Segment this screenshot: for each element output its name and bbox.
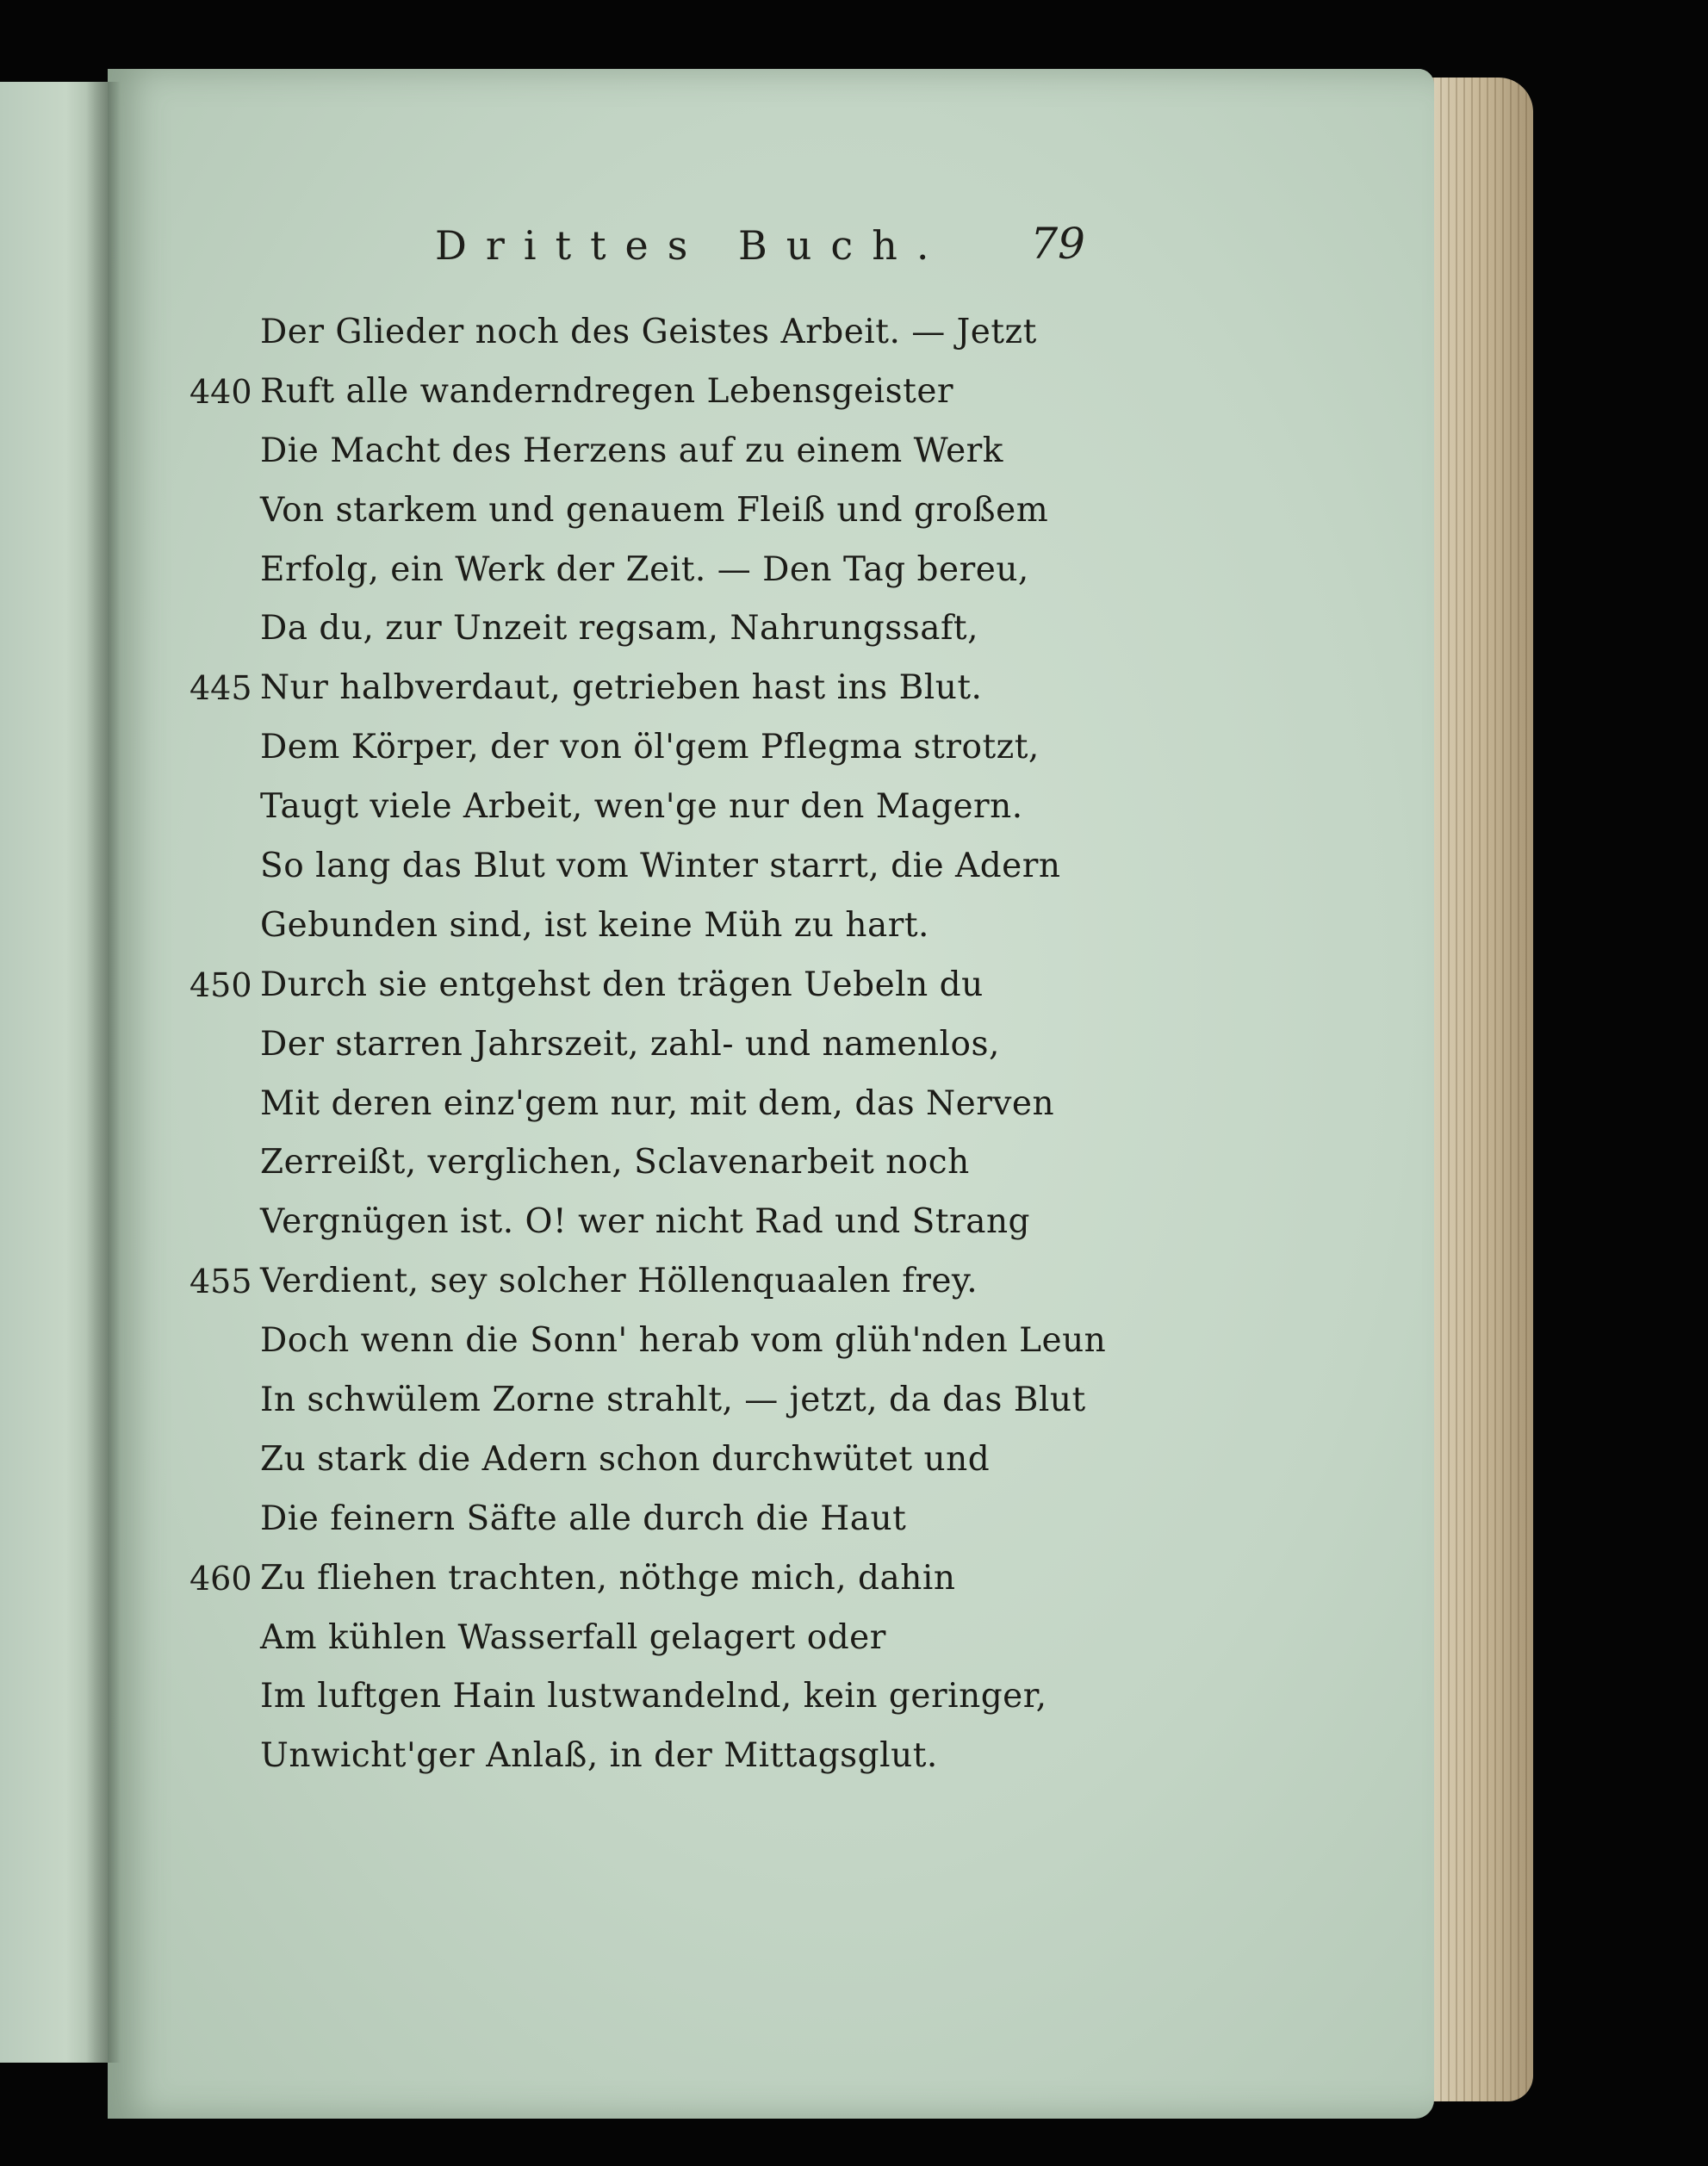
poem-body xyxy=(189,303,1107,1786)
verse-text: In schwülem Zorne strahlt, — jetzt, da das Blut xyxy=(260,1381,1086,1420)
verse-line xyxy=(189,897,1051,956)
verse-line xyxy=(189,1015,1051,1075)
verse-line xyxy=(189,1193,1051,1252)
verse-line xyxy=(189,1727,1051,1786)
verse-line xyxy=(189,956,1051,1015)
verse-line xyxy=(189,1312,1107,1371)
line-number: 455 xyxy=(189,1263,252,1301)
verse-line xyxy=(189,1490,1051,1549)
verse-line xyxy=(189,422,1051,481)
verse-line xyxy=(189,659,1051,718)
verse-text: Taugt viele Arbeit, wen'ge nur den Magern. xyxy=(260,787,1023,827)
verse-text: Mit deren einz'gem nur, mit dem, das Nerven xyxy=(260,1083,1055,1123)
verse-text: Der Glieder noch des Geistes Arbeit. — Jetzt xyxy=(260,313,1037,351)
verse-line xyxy=(189,363,1051,422)
verse-text: Gebunden sind, ist keine Müh zu hart. xyxy=(260,905,929,945)
verse-line xyxy=(189,1431,1051,1490)
verse-line xyxy=(189,718,1051,778)
verse-line xyxy=(189,541,1051,600)
verse-text: Zu fliehen trachten, nöthge mich, dahin xyxy=(260,1558,956,1598)
verse-line xyxy=(189,481,1051,541)
verse-line xyxy=(189,837,1061,897)
line-number: 440 xyxy=(189,372,252,411)
verse-text: Dem Körper, der von öl'gem Pflegma strotzt, xyxy=(260,728,1040,767)
page-number: 79 xyxy=(1030,219,1085,269)
verse-line xyxy=(189,303,1051,363)
verse-line xyxy=(189,1133,1051,1193)
line-number: 460 xyxy=(189,1559,252,1598)
verse-text: Unwicht'ger Anlaß, in der Mittagsglut. xyxy=(260,1736,938,1776)
verse-text: Im luftgen Hain lustwandelnd, kein geringer, xyxy=(260,1677,1047,1716)
verse-line xyxy=(189,1667,1051,1727)
verse-text: Zu stark die Adern schon durchwütet und xyxy=(260,1439,991,1479)
book-gutter xyxy=(86,82,121,2063)
verse-line xyxy=(189,1549,1051,1609)
verse-text: Die feinern Säfte alle durch die Haut xyxy=(260,1499,907,1538)
verse-text: Durch sie entgehst den trägen Uebeln du xyxy=(260,965,984,1004)
verse-line xyxy=(189,599,1051,659)
verse-text: Doch wenn die Sonn' herab vom glüh'nden Leun xyxy=(260,1321,1107,1361)
verse-line xyxy=(189,1371,1086,1431)
verse-text: Erfolg, ein Werk der Zeit. — Den Tag bereu, xyxy=(260,549,1029,589)
verse-text: Nur halbverdaut, getrieben hast ins Blut. xyxy=(260,668,983,708)
line-number: 450 xyxy=(189,965,252,1004)
verse-line xyxy=(189,1075,1055,1134)
verse-line xyxy=(189,778,1051,837)
verse-text: Da du, zur Unzeit regsam, Nahrungssaft, xyxy=(260,609,979,649)
verse-text: Die Macht des Herzens auf zu einem Werk xyxy=(260,431,1003,470)
verse-text: Zerreißt, verglichen, Sclavenarbeit noch xyxy=(260,1143,970,1182)
verse-text: Ruft alle wanderndregen Lebensgeister xyxy=(260,371,954,411)
running-title: Drittes Buch. xyxy=(435,222,948,269)
verse-text: So lang das Blut vom Winter starrt, die Adern xyxy=(260,847,1061,886)
verse-text: Von starkem und genauem Fleiß und großem xyxy=(260,490,1049,530)
verse-text: Am kühlen Wasserfall gelagert oder xyxy=(260,1617,886,1657)
line-number: 445 xyxy=(189,669,252,708)
verse-text: Der starren Jahrszeit, zahl- und namenlos, xyxy=(260,1024,1000,1064)
verse-line xyxy=(189,1609,1051,1668)
verse-text: Verdient, sey solcher Höllenquaalen frey. xyxy=(260,1262,978,1301)
verse-line xyxy=(189,1252,1051,1312)
page-header xyxy=(435,219,1085,282)
verse-text: Vergnügen ist. O! wer nicht Rad und Strang xyxy=(260,1202,1031,1242)
